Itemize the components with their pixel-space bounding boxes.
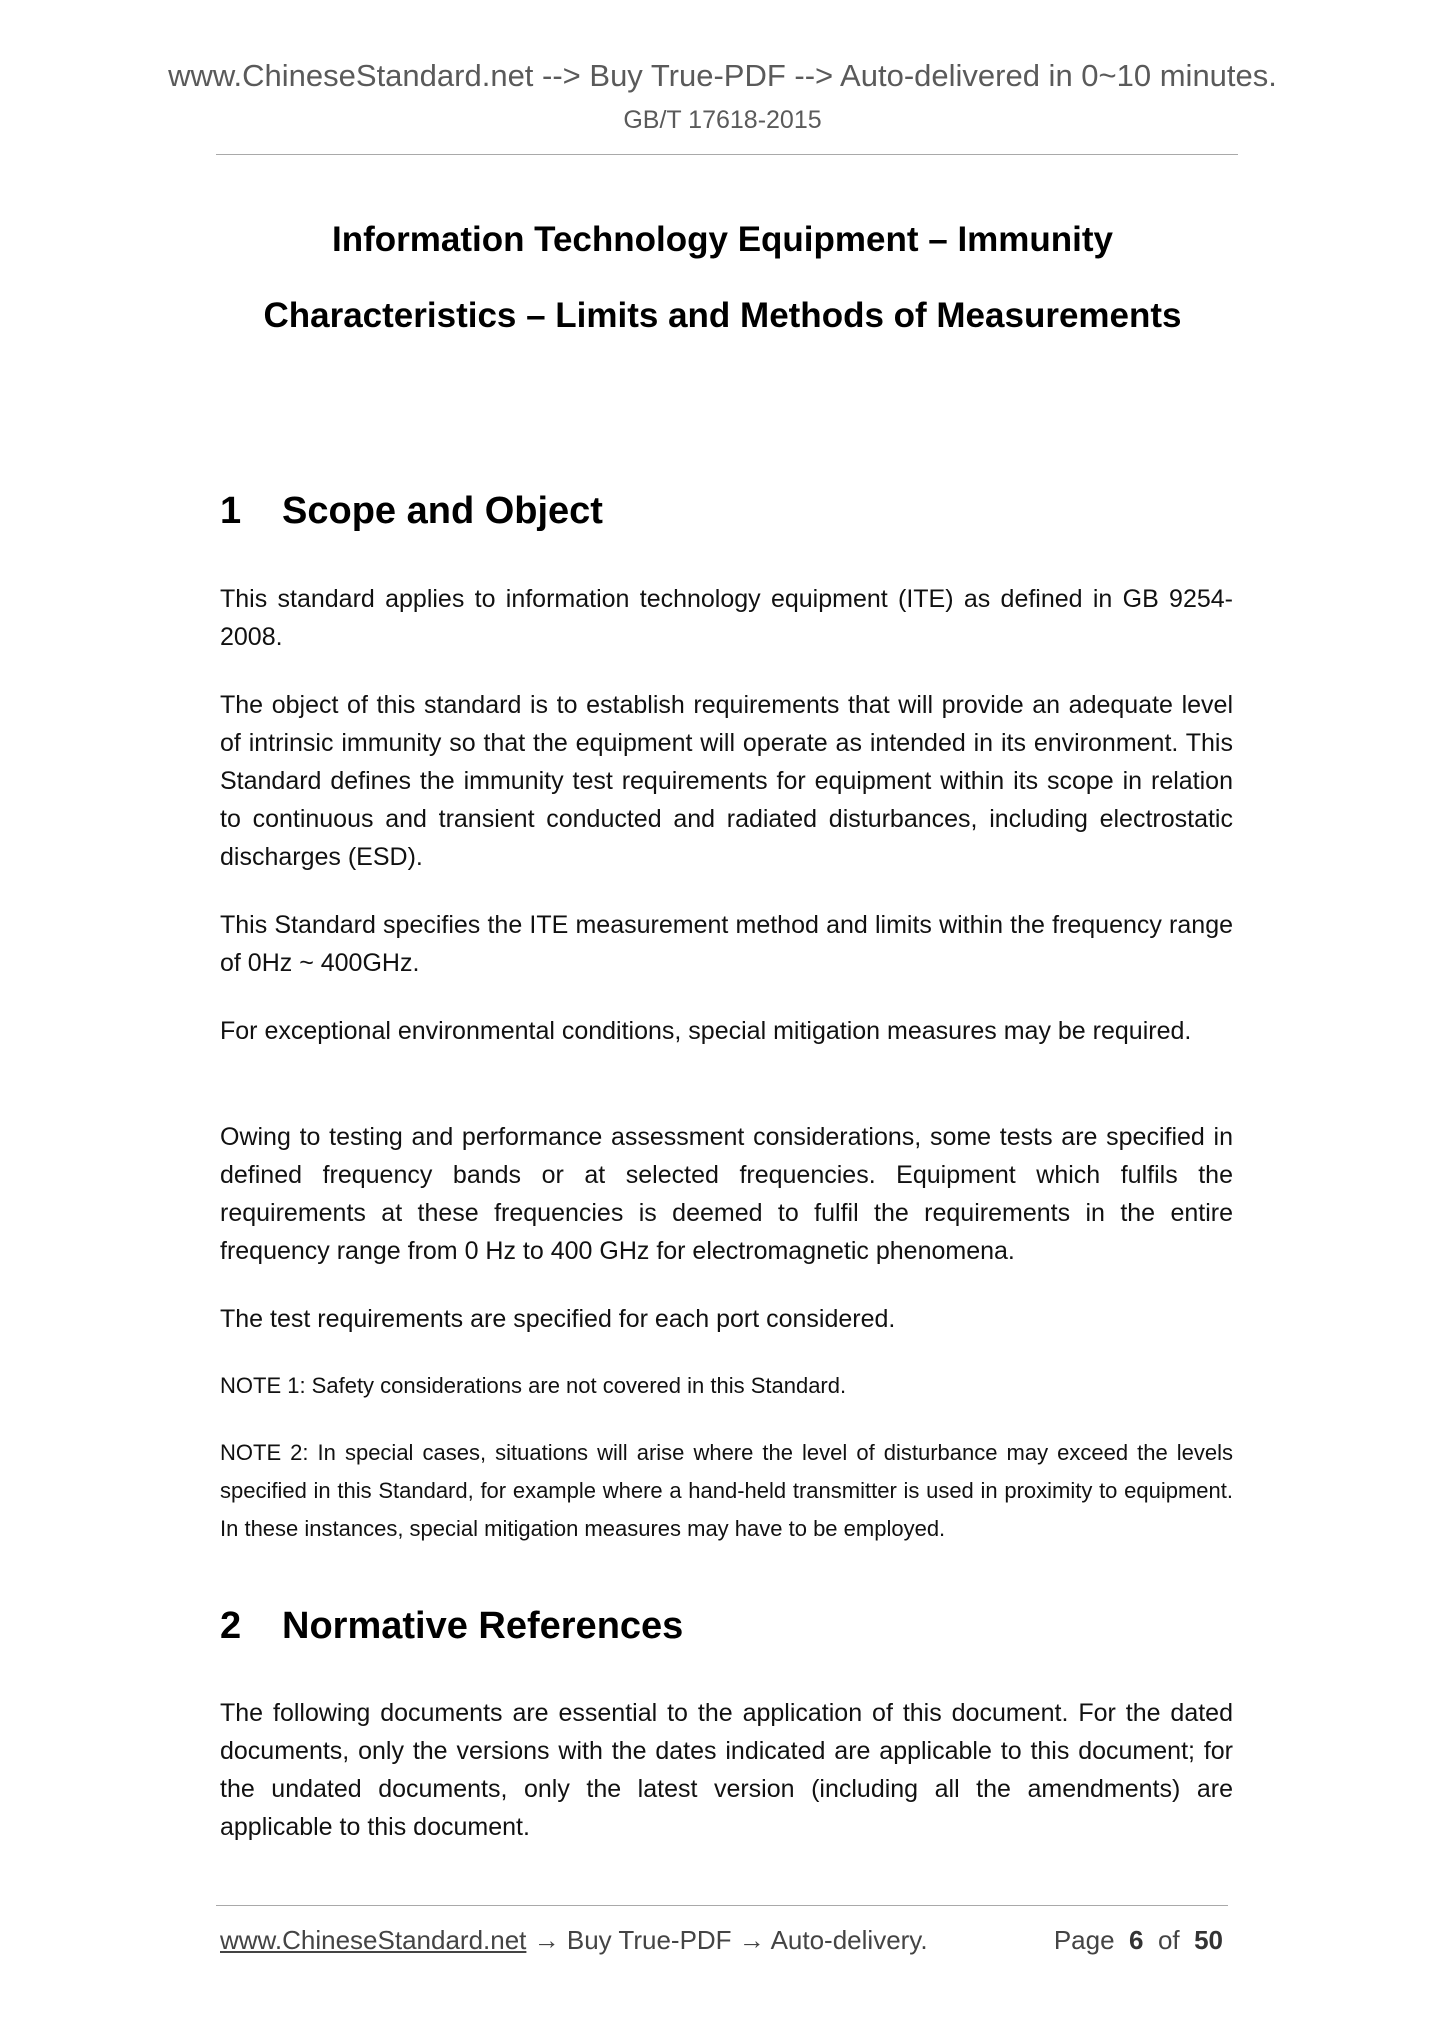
standard-code: GB/T 17618-2015 [623,106,822,134]
note-1: NOTE 1: Safety considerations are not covered in this Standard. [220,1373,847,1398]
section-1-title: Scope and Object [282,490,603,532]
section-2-number: 2 [220,1605,242,1647]
of-word: of [1157,1925,1180,1955]
footer-left [220,1922,928,1958]
section-1-number: 1 [220,490,242,532]
page-indicator [1054,1922,1223,1958]
footer-tagline: → Buy True-PDF → Auto-delivery. [526,1925,928,1955]
header-divider [216,154,1238,155]
footer-site-link[interactable]: www.ChineseStandard.net [220,1925,527,1955]
scope-paragraph-4: For exceptional environmental conditions, special mitigation measures may be required. [220,1017,1192,1045]
document-title-line-2: Characteristics – Limits and Methods of Measurements [263,296,1182,335]
scope-paragraph-6: The test requirements are specified for each port considered. [220,1305,896,1333]
note-2: NOTE 2: In special cases, situations will arise where the level of disturbance may exceed the levels specified in this Standard, for example where a hand-held transmitter is used in proximity to equipment. In these instances, special mitigation measures may have to be employed. [220,1440,1233,1541]
scope-paragraph-1: This standard applies to information technology equipment (ITE) as defined in GB 9254-2008. [220,585,1233,651]
page-footer [220,1922,1233,1958]
scope-paragraph-2: The object of this standard is to establish requirements that will provide an adequate level of intrinsic immunity so that the equipment will operate as intended in its environment. This Standard defines the immunity test requirements for equipment within its scope in relation to continuous and transient conducted and radiated disturbances, including electrostatic discharges (ESD). [220,691,1233,871]
current-page-number: 6 [1129,1925,1144,1955]
header-banner: www.ChineseStandard.net --> Buy True-PDF --> Auto-delivered in 0~10 minutes. [168,58,1277,93]
section-1-heading [220,488,603,534]
total-page-count: 50 [1194,1925,1223,1955]
section-2-title: Normative References [282,1605,684,1647]
references-paragraph-1: The following documents are essential to the application of this document. For the dated documents, only the versions with the dates indicated are applicable to this document; for the undated documents, only the latest version (including all the amendments) are applicable to this document. [220,1699,1233,1841]
scope-paragraph-5: Owing to testing and performance assessment considerations, some tests are specified in defined frequency bands or at selected frequencies. Equipment which fulfils the requirements at these frequencies is deemed to fulfil the requirements in the entire frequency range from 0 Hz to 400 GHz for electromagnetic phenomena. [220,1123,1233,1265]
document-title-line-1: Information Technology Equipment – Immunity [331,220,1114,259]
footer-divider [216,1905,1228,1906]
scope-paragraph-3: This Standard specifies the ITE measurement method and limits within the frequency range of 0Hz ~ 400GHz. [220,911,1233,977]
page-word: Page [1053,1925,1115,1955]
section-2-heading [220,1603,683,1649]
